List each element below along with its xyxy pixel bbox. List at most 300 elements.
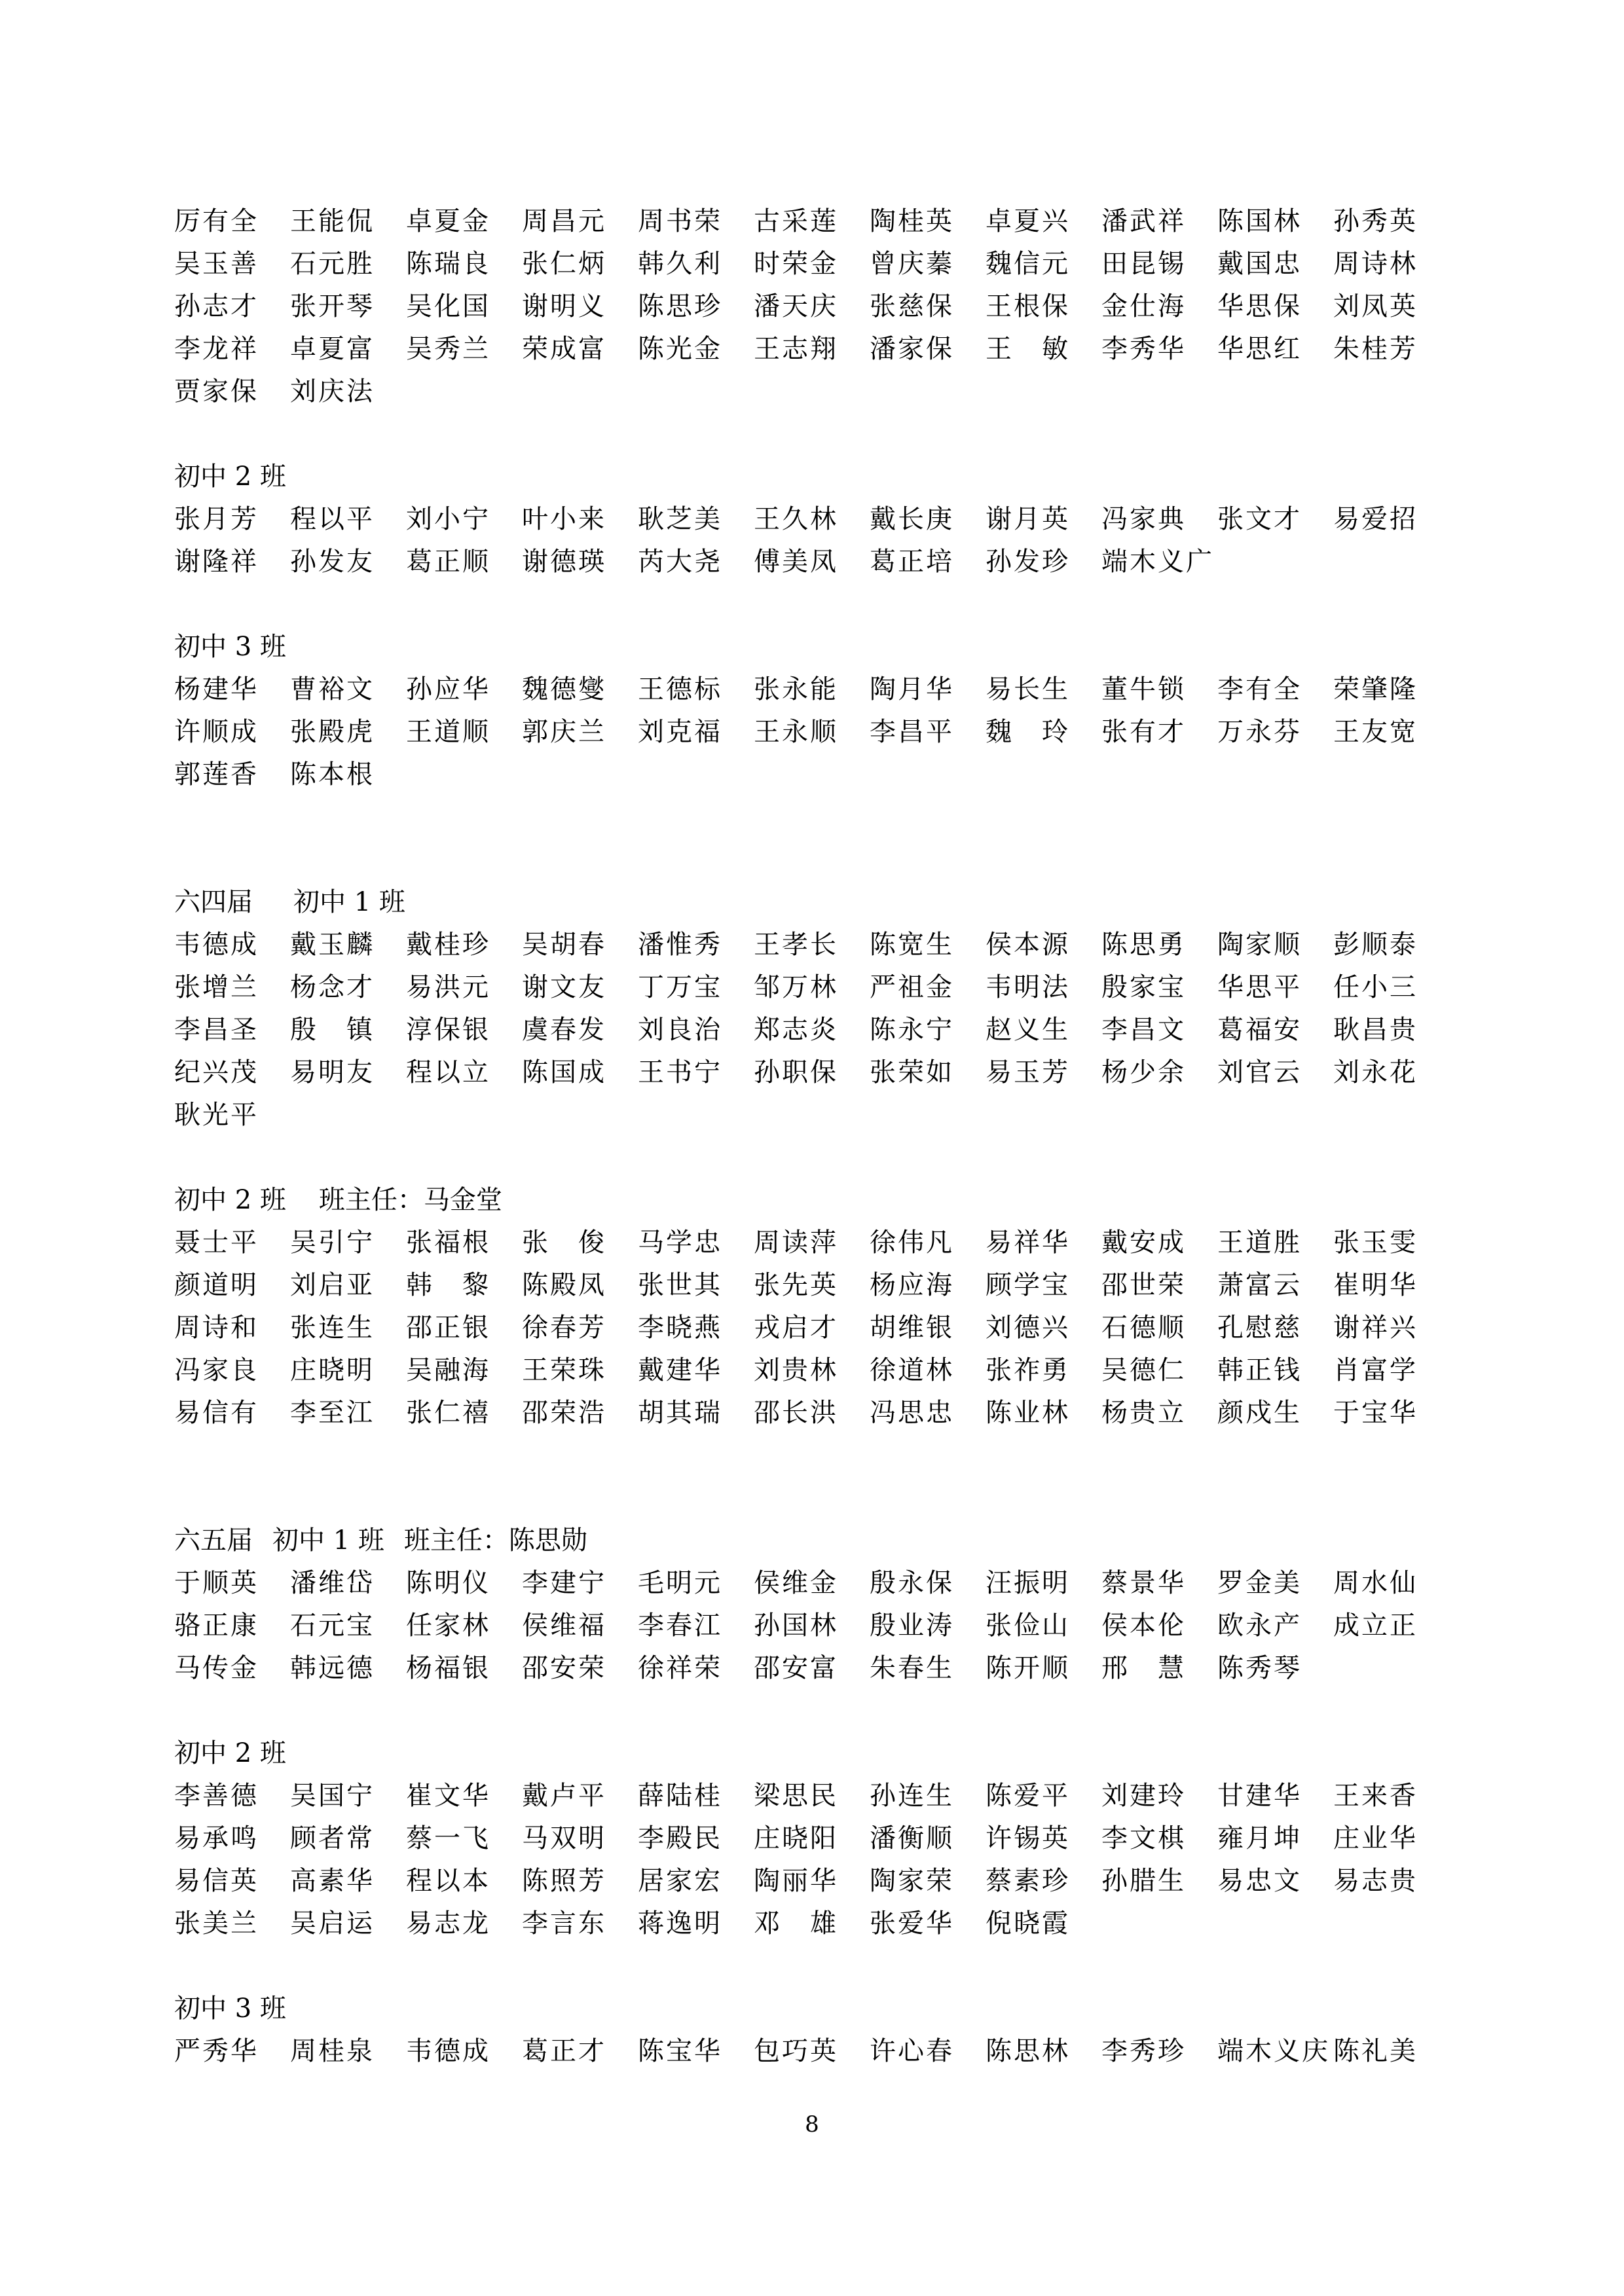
student-name: 马传金 (174, 1653, 259, 1683)
student-name: 刘建玲 (1101, 1781, 1186, 1811)
student-name: 朱春生 (870, 1653, 954, 1683)
student-name: 高素华 (290, 1866, 375, 1896)
name-list (174, 2028, 1484, 2070)
student-name: 王久林 (754, 504, 838, 534)
student-name: 戴卢平 (522, 1781, 606, 1811)
student-name: 李昌平 (870, 717, 954, 747)
class-title: 初中 2 班 (174, 462, 286, 492)
student-name: 徐道林 (870, 1355, 954, 1385)
student-name: 谢月英 (986, 504, 1070, 534)
student-name: 李至江 (290, 1398, 375, 1428)
student-name: 李善德 (174, 1781, 259, 1811)
student-name: 李龙祥 (174, 334, 259, 364)
student-name: 芮大尧 (638, 547, 722, 577)
student-name: 刘官云 (1217, 1057, 1302, 1087)
student-name: 严祖金 (870, 972, 954, 1002)
student-name: 崔文华 (406, 1781, 490, 1811)
student-name: 纪兴茂 (174, 1057, 259, 1087)
student-name: 王来香 (1333, 1781, 1418, 1811)
student-name: 吴融海 (406, 1355, 490, 1385)
student-name: 张增兰 (174, 972, 259, 1002)
student-name: 陈思珍 (638, 291, 722, 321)
student-name: 王志翔 (754, 334, 838, 364)
student-name: 刘贵林 (754, 1355, 838, 1385)
student-name: 谢文友 (522, 972, 606, 1002)
student-name: 张福根 (406, 1228, 490, 1258)
student-name: 韦德成 (174, 930, 259, 960)
student-name: 刘小宁 (406, 504, 490, 534)
student-name: 孙职保 (754, 1057, 838, 1087)
student-name: 戎启才 (754, 1313, 838, 1343)
student-name: 古采莲 (754, 206, 838, 236)
student-name: 端木义庆 (1217, 2036, 1330, 2066)
student-name: 陈秀琴 (1217, 1653, 1302, 1683)
student-name: 卓夏金 (406, 206, 490, 236)
student-name: 李建宁 (522, 1568, 606, 1598)
class-title: 初中 3 班 (174, 632, 286, 662)
student-name: 端木义广 (1101, 547, 1214, 577)
student-name: 孙秀英 (1333, 206, 1418, 236)
student-name: 魏 玲 (986, 717, 1070, 747)
student-name: 石元宝 (290, 1611, 375, 1641)
student-name: 崔明华 (1333, 1270, 1418, 1300)
student-name: 张玉雯 (1333, 1228, 1418, 1258)
student-name: 陈永宁 (870, 1015, 954, 1045)
student-name: 朱桂芳 (1333, 334, 1418, 364)
class-heading (174, 1730, 1484, 1772)
student-name: 李昌圣 (174, 1015, 259, 1045)
student-name: 戴建华 (638, 1355, 722, 1385)
student-name: 冯家良 (174, 1355, 259, 1385)
student-name: 郭庆兰 (522, 717, 606, 747)
student-name: 王永顺 (754, 717, 838, 747)
student-name: 董牛锁 (1101, 674, 1186, 704)
student-name: 于宝华 (1333, 1398, 1418, 1428)
student-name: 殷永保 (870, 1568, 954, 1598)
student-name: 颜道明 (174, 1270, 259, 1300)
student-name: 周诗林 (1333, 249, 1418, 279)
student-name: 居家宏 (638, 1866, 722, 1896)
name-list (174, 666, 1484, 793)
student-name: 易承鸣 (174, 1823, 259, 1853)
student-name: 欧永产 (1217, 1611, 1302, 1641)
student-name: 严秀华 (174, 2036, 259, 2066)
student-name: 戴玉麟 (290, 930, 375, 960)
student-name: 华思红 (1217, 334, 1302, 364)
student-name: 韩久利 (638, 249, 722, 279)
student-name: 汪振明 (986, 1568, 1070, 1598)
student-name: 王能侃 (290, 206, 375, 236)
student-name: 金仕海 (1101, 291, 1186, 321)
student-name: 张月芳 (174, 504, 259, 534)
student-name: 郭莲香 (174, 759, 259, 790)
student-name: 刘庆法 (290, 376, 375, 407)
student-name: 邵正银 (406, 1313, 490, 1343)
student-name: 侯本伦 (1101, 1611, 1186, 1641)
student-name: 刘德兴 (986, 1313, 1070, 1343)
student-name: 潘天庆 (754, 291, 838, 321)
student-name: 蔡景华 (1101, 1568, 1186, 1598)
student-name: 顾者常 (290, 1823, 375, 1853)
student-name: 吴玉善 (174, 249, 259, 279)
student-name: 邵安荣 (522, 1653, 606, 1683)
student-name: 毛明元 (638, 1568, 722, 1598)
student-name: 易明友 (290, 1057, 375, 1087)
student-name: 张先英 (754, 1270, 838, 1300)
student-name: 葛正培 (870, 547, 954, 577)
student-name: 甘建华 (1217, 1781, 1302, 1811)
name-list (174, 921, 1484, 1134)
student-name: 杨福银 (406, 1653, 490, 1683)
student-name: 马学忠 (638, 1228, 722, 1258)
student-name: 易忠文 (1217, 1866, 1302, 1896)
student-name: 殷 镇 (290, 1015, 375, 1045)
student-name: 刘启亚 (290, 1270, 375, 1300)
name-list (174, 1559, 1484, 1687)
student-name: 邵世荣 (1101, 1270, 1186, 1300)
student-name: 卓夏兴 (986, 206, 1070, 236)
student-name: 孔慰慈 (1217, 1313, 1302, 1343)
student-name: 易信英 (174, 1866, 259, 1896)
student-name: 李殿民 (638, 1823, 722, 1853)
student-name: 韩正钱 (1217, 1355, 1302, 1385)
student-name: 陈爱平 (986, 1781, 1070, 1811)
student-name: 陈国林 (1217, 206, 1302, 236)
student-name: 韦明法 (986, 972, 1070, 1002)
student-name: 李秀珍 (1101, 2036, 1186, 2066)
student-name: 孙发友 (290, 547, 375, 577)
student-name: 虞春发 (522, 1015, 606, 1045)
student-name: 谢德瑛 (522, 547, 606, 577)
student-name: 庄业华 (1333, 1823, 1418, 1853)
class-roster (174, 1985, 1484, 2070)
student-name: 易洪元 (406, 972, 490, 1002)
student-name: 李晓燕 (638, 1313, 722, 1343)
student-name: 易长生 (986, 674, 1070, 704)
student-name: 薛陆桂 (638, 1781, 722, 1811)
student-name: 石德顺 (1101, 1313, 1186, 1343)
student-name: 聂士平 (174, 1228, 259, 1258)
name-list (174, 1772, 1484, 1942)
student-name: 陈本根 (290, 759, 375, 790)
student-name: 孙发珍 (986, 547, 1070, 577)
class-roster (174, 623, 1484, 793)
class-heading (174, 1176, 1484, 1219)
graduating-year: 六五届 (174, 1525, 253, 1556)
homeroom-teacher: 班主任：马金堂 (318, 1185, 502, 1215)
student-name: 时荣金 (754, 249, 838, 279)
student-name: 田昆锡 (1101, 249, 1186, 279)
student-name: 耿昌贵 (1333, 1015, 1418, 1045)
student-name: 吴引宁 (290, 1228, 375, 1258)
student-name: 吴胡春 (522, 930, 606, 960)
student-name: 王友宽 (1333, 717, 1418, 747)
student-name: 吴德仁 (1101, 1355, 1186, 1385)
student-name: 张开琴 (290, 291, 375, 321)
class-heading (174, 879, 1484, 921)
student-name: 罗金美 (1217, 1568, 1302, 1598)
student-name: 谢明义 (522, 291, 606, 321)
student-name: 孙志才 (174, 291, 259, 321)
student-name: 陈国成 (522, 1057, 606, 1087)
student-name: 刘克福 (638, 717, 722, 747)
student-name: 李文棋 (1101, 1823, 1186, 1853)
student-name: 张祚勇 (986, 1355, 1070, 1385)
student-name: 张荣如 (870, 1057, 954, 1087)
student-name: 陈瑞良 (406, 249, 490, 279)
student-name: 韩远德 (290, 1653, 375, 1683)
student-name: 潘衡顺 (870, 1823, 954, 1853)
student-name: 谢隆祥 (174, 547, 259, 577)
student-name: 潘维岱 (290, 1568, 375, 1598)
student-name: 张仁禧 (406, 1398, 490, 1428)
student-name: 吴秀兰 (406, 334, 490, 364)
student-name: 石元胜 (290, 249, 375, 279)
student-name: 张永能 (754, 674, 838, 704)
student-name: 耿芝美 (638, 504, 722, 534)
student-name: 邢 慧 (1101, 1653, 1186, 1683)
student-name: 陈照芳 (522, 1866, 606, 1896)
student-name: 孙连生 (870, 1781, 954, 1811)
student-name: 陶家顺 (1217, 930, 1302, 960)
student-name: 吴化国 (406, 291, 490, 321)
student-name: 李昌文 (1101, 1015, 1186, 1045)
student-name: 程以平 (290, 504, 375, 534)
class-roster (174, 198, 1484, 410)
page-number: 8 (805, 2111, 819, 2138)
student-name: 邵安富 (754, 1653, 838, 1683)
student-name: 张 俊 (522, 1228, 606, 1258)
student-name: 雍月坤 (1217, 1823, 1302, 1853)
student-name: 冯家典 (1101, 504, 1186, 534)
student-name: 耿光平 (174, 1100, 259, 1130)
student-name: 张世其 (638, 1270, 722, 1300)
graduating-year: 六四届 (174, 887, 253, 917)
student-name: 葛正顺 (406, 547, 490, 577)
student-name: 周书荣 (638, 206, 722, 236)
student-name: 周读萍 (754, 1228, 838, 1258)
student-name: 顾学宝 (986, 1270, 1070, 1300)
student-name: 王书宁 (638, 1057, 722, 1087)
student-name: 葛福安 (1217, 1015, 1302, 1045)
student-name: 许心春 (870, 2036, 954, 2066)
student-name: 周昌元 (522, 206, 606, 236)
student-name: 任小三 (1333, 972, 1418, 1002)
class-heading (174, 453, 1484, 496)
student-name: 杨应海 (870, 1270, 954, 1300)
student-name: 丁万宝 (638, 972, 722, 1002)
student-name: 周水仙 (1333, 1568, 1418, 1598)
student-name: 曾庆蓁 (870, 249, 954, 279)
student-name: 包巧英 (754, 2036, 838, 2066)
student-name: 周桂泉 (290, 2036, 375, 2066)
student-name: 肖富学 (1333, 1355, 1418, 1385)
student-name: 许锡英 (986, 1823, 1070, 1853)
class-roster (174, 879, 1484, 1134)
student-name: 周诗和 (174, 1313, 259, 1343)
student-name: 陈礼美 (1333, 2036, 1418, 2066)
student-name: 李秀华 (1101, 334, 1186, 364)
student-name: 殷业涛 (870, 1611, 954, 1641)
class-roster (174, 453, 1484, 581)
student-name: 徐伟凡 (870, 1228, 954, 1258)
student-name: 戴桂珍 (406, 930, 490, 960)
student-name: 易志贵 (1333, 1866, 1418, 1896)
student-name: 陈殿凤 (522, 1270, 606, 1300)
student-name: 陈宽生 (870, 930, 954, 960)
student-name: 陈明仪 (406, 1568, 490, 1598)
student-name: 陶月华 (870, 674, 954, 704)
student-name: 王道顺 (406, 717, 490, 747)
student-name: 王根保 (986, 291, 1070, 321)
student-name: 王荣珠 (522, 1355, 606, 1385)
student-name: 吴启运 (290, 1908, 375, 1939)
student-name: 魏信元 (986, 249, 1070, 279)
student-name: 陈思林 (986, 2036, 1070, 2066)
student-name: 戴国忠 (1217, 249, 1302, 279)
class-heading (174, 1517, 1484, 1559)
student-name: 王 敏 (986, 334, 1070, 364)
student-name: 潘武祥 (1101, 206, 1186, 236)
student-name: 刘凤英 (1333, 291, 1418, 321)
student-name: 邓 雄 (754, 1908, 838, 1939)
student-name: 庄晓阳 (754, 1823, 838, 1853)
student-name: 成立正 (1333, 1611, 1418, 1641)
student-name: 孙国林 (754, 1611, 838, 1641)
student-name: 郑志炎 (754, 1015, 838, 1045)
student-name: 骆正康 (174, 1611, 259, 1641)
homeroom-teacher: 班主任：陈思勋 (403, 1525, 587, 1556)
class-title: 初中 1 班 (272, 1525, 384, 1556)
student-name: 陈宝华 (638, 2036, 722, 2066)
class-title: 初中 3 班 (174, 1994, 286, 2024)
student-name: 张仁炳 (522, 249, 606, 279)
student-name: 张有才 (1101, 717, 1186, 747)
student-name: 刘良治 (638, 1015, 722, 1045)
student-name: 陶丽华 (754, 1866, 838, 1896)
student-name: 赵义生 (986, 1015, 1070, 1045)
student-name: 张文才 (1217, 504, 1302, 534)
student-name: 蔡素珍 (986, 1866, 1070, 1896)
student-name: 潘家保 (870, 334, 954, 364)
student-name: 孙应华 (406, 674, 490, 704)
student-name: 孙腊生 (1101, 1866, 1186, 1896)
student-name: 傅美凤 (754, 547, 838, 577)
student-name: 荣肇隆 (1333, 674, 1418, 704)
class-roster (174, 1176, 1484, 1432)
student-name: 蔡一飞 (406, 1823, 490, 1853)
student-name: 邹万林 (754, 972, 838, 1002)
student-name: 邵长洪 (754, 1398, 838, 1428)
student-name: 贾家保 (174, 376, 259, 407)
student-name: 易玉芳 (986, 1057, 1070, 1087)
student-name: 殷家宝 (1101, 972, 1186, 1002)
student-name: 梁思民 (754, 1781, 838, 1811)
student-name: 萧富云 (1217, 1270, 1302, 1300)
student-name: 倪晓霞 (986, 1908, 1070, 1939)
student-name: 彭顺泰 (1333, 930, 1418, 960)
student-name: 侯维福 (522, 1611, 606, 1641)
student-name: 葛正才 (522, 2036, 606, 2066)
student-name: 厉有全 (174, 206, 259, 236)
student-name: 杨念才 (290, 972, 375, 1002)
student-name: 戴长庚 (870, 504, 954, 534)
student-name: 许顺成 (174, 717, 259, 747)
class-title: 初中 1 班 (293, 887, 405, 917)
student-name: 华思平 (1217, 972, 1302, 1002)
student-name: 韩 黎 (406, 1270, 490, 1300)
student-name: 卓夏富 (290, 334, 375, 364)
student-name: 陶家荣 (870, 1866, 954, 1896)
student-name: 胡其瑞 (638, 1398, 722, 1428)
student-name: 李言东 (522, 1908, 606, 1939)
student-name: 华思保 (1217, 291, 1302, 321)
student-name: 蒋逸明 (638, 1908, 722, 1939)
student-name: 杨建华 (174, 674, 259, 704)
student-name: 张连生 (290, 1313, 375, 1343)
class-title: 初中 2 班 (174, 1185, 286, 1215)
student-name: 邵荣浩 (522, 1398, 606, 1428)
student-name: 程以立 (406, 1057, 490, 1087)
name-list (174, 496, 1484, 581)
class-heading (174, 1985, 1484, 2028)
student-name: 侯维金 (754, 1568, 838, 1598)
student-name: 侯本源 (986, 930, 1070, 960)
name-list (174, 198, 1484, 410)
student-name: 李春江 (638, 1611, 722, 1641)
student-name: 易信有 (174, 1398, 259, 1428)
student-name: 杨贵立 (1101, 1398, 1186, 1428)
student-name: 张俭山 (986, 1611, 1070, 1641)
student-name: 淳保银 (406, 1015, 490, 1045)
student-name: 于顺英 (174, 1568, 259, 1598)
student-name: 曹裕文 (290, 674, 375, 704)
class-roster (174, 1730, 1484, 1942)
student-name: 戴安成 (1101, 1228, 1186, 1258)
student-name: 冯思忠 (870, 1398, 954, 1428)
student-name: 叶小来 (522, 504, 606, 534)
document-body (174, 198, 1484, 2070)
student-name: 杨少余 (1101, 1057, 1186, 1087)
student-name: 潘惟秀 (638, 930, 722, 960)
student-name: 易志龙 (406, 1908, 490, 1939)
student-name: 万永芬 (1217, 717, 1302, 747)
student-name: 马双明 (522, 1823, 606, 1853)
student-name: 李有全 (1217, 674, 1302, 704)
student-name: 韦德成 (406, 2036, 490, 2066)
student-name: 王道胜 (1217, 1228, 1302, 1258)
student-name: 张慈保 (870, 291, 954, 321)
student-name: 王德标 (638, 674, 722, 704)
student-name: 任家林 (406, 1611, 490, 1641)
student-name: 荣成富 (522, 334, 606, 364)
class-title: 初中 2 班 (174, 1738, 286, 1768)
class-roster (174, 1517, 1484, 1687)
student-name: 吴国宁 (290, 1781, 375, 1811)
student-name: 陈业林 (986, 1398, 1070, 1428)
student-name: 谢祥兴 (1333, 1313, 1418, 1343)
student-name: 胡维银 (870, 1313, 954, 1343)
student-name: 王孝长 (754, 930, 838, 960)
student-name: 张爱华 (870, 1908, 954, 1939)
student-name: 徐春芳 (522, 1313, 606, 1343)
student-name: 陈思勇 (1101, 930, 1186, 960)
student-name: 陶桂英 (870, 206, 954, 236)
class-heading (174, 623, 1484, 666)
student-name: 程以本 (406, 1866, 490, 1896)
student-name: 易爱招 (1333, 504, 1418, 534)
student-name: 张美兰 (174, 1908, 259, 1939)
